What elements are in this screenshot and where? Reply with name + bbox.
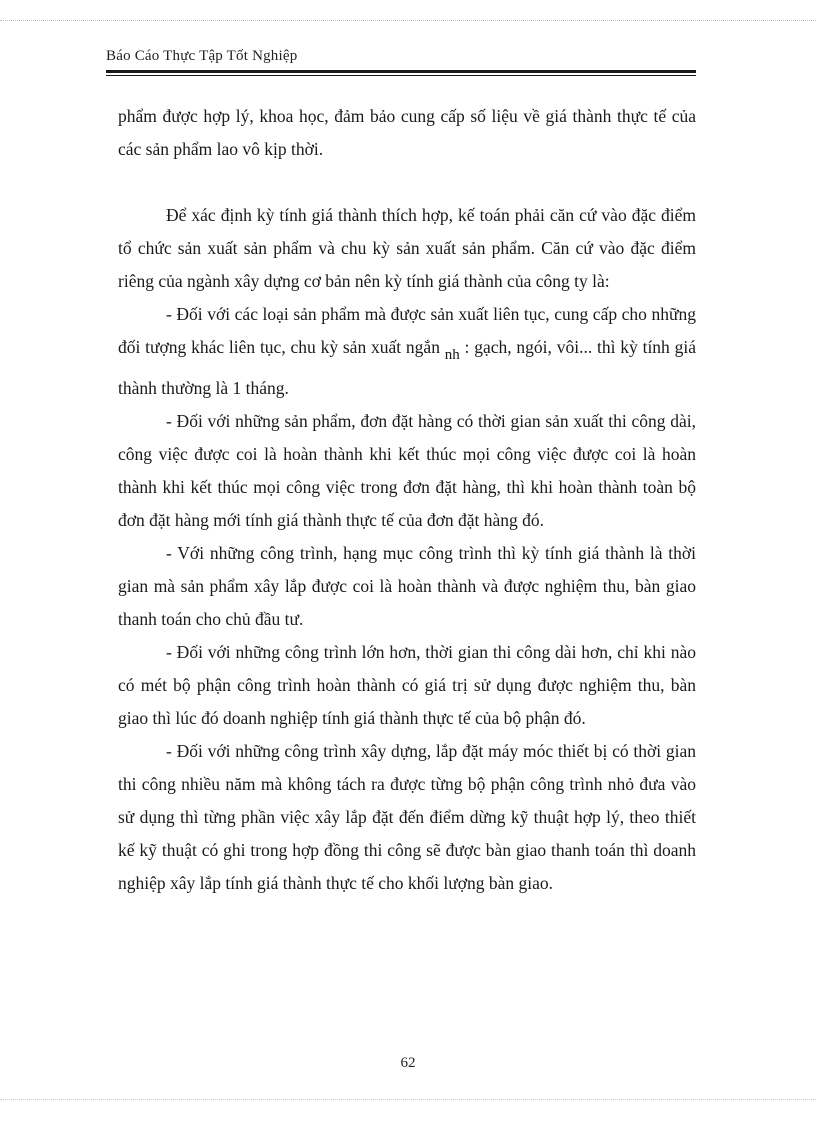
header-title: Báo Cáo Thực Tập Tốt Nghiệp (106, 48, 298, 64)
page-number: 62 (400, 1055, 416, 1071)
paragraph-ky-tinh-gia-thanh: Để xác định kỳ tính giá thành thích hợp, kế toán phải căn cứ vào đặc điểm tổ chức sản xuất sản phẩm và chu kỳ sản xuất sản phẩm. Căn cứ vào đặc điểm riêng của ngành xây dựng cơ bản nên kỳ tính giá thành của công ty là: (118, 205, 696, 291)
header-rule-thick (106, 70, 696, 73)
paragraph-continuation: phẩm được hợp lý, khoa học, đảm bảo cung cấp số liệu về giá thành thực tế của các sản phẩm lao vô kịp thời. (118, 106, 696, 159)
paragraph-lap-dat-may-moc: - Đối với những công trình xây dựng, lắp đặt máy móc thiết bị có thời gian thi công nhiều năm mà không tách ra được từng bộ phận công trình nhỏ đưa vào sử dụng thì từng phần việc xây lắp đặt đến điểm dừng kỹ thuật hợp lý, theo thiết kế kỹ thuật có ghi trong hợp đồng thi công sẽ được bàn giao thanh toán thì doanh nghiệp xây lắp tính giá thành thực tế cho khối lượng bàn giao. (118, 741, 696, 893)
paragraph-don-dat-hang: - Đối với những sản phẩm, đơn đặt hàng có thời gian sản xuất thi công dài, công việc được coi là hoàn thành khi kết thúc mọi công việc được coi là hoàn thành khi kết thúc mọi công việc trong đơn đặt hàng, thì khi hoàn thành toàn bộ đơn đặt hàng mới tính giá thành thực tế của đơn đặt hàng đó. (118, 411, 696, 530)
paragraph-cong-trinh-lon: - Đối với những công trình lớn hơn, thời gian thi công dài hơn, chỉ khi nào có mét bộ phận công trình hoàn thành có giá trị sử dụng được nghiệm thu, bàn giao thì lúc đó doanh nghiệp tính giá thành thực tế của bộ phận đó. (118, 642, 696, 728)
bottom-page-border (0, 1099, 816, 1100)
paragraph-3-text-a: - Đối với các loại sản phẩm mà được sản xuất liên tục, cung cấp cho những đối tượng khác liên tục, chu kỳ sản xuất ngắn (118, 304, 696, 357)
top-page-border (0, 20, 816, 21)
paragraph-hang-muc-cong-trinh: - Với những công trình, hạng mục công trình thì kỳ tính giá thành là thời gian mà sản phẩm xây lắp được coi là hoàn thành và được nghiệm thu, bàn giao thanh toán cho chủ đầu tư. (118, 543, 696, 629)
body-text (118, 100, 696, 900)
page-header (106, 46, 696, 76)
paragraph-3-subscript: nh (444, 347, 460, 363)
paragraph-3-text-b: : gạch, ngói, vôi... thì kỳ tính giá thành thường là 1 tháng. (118, 337, 696, 398)
header-rule-thin (106, 75, 696, 76)
paragraph-san-xuat-lien-tuc (118, 298, 696, 405)
